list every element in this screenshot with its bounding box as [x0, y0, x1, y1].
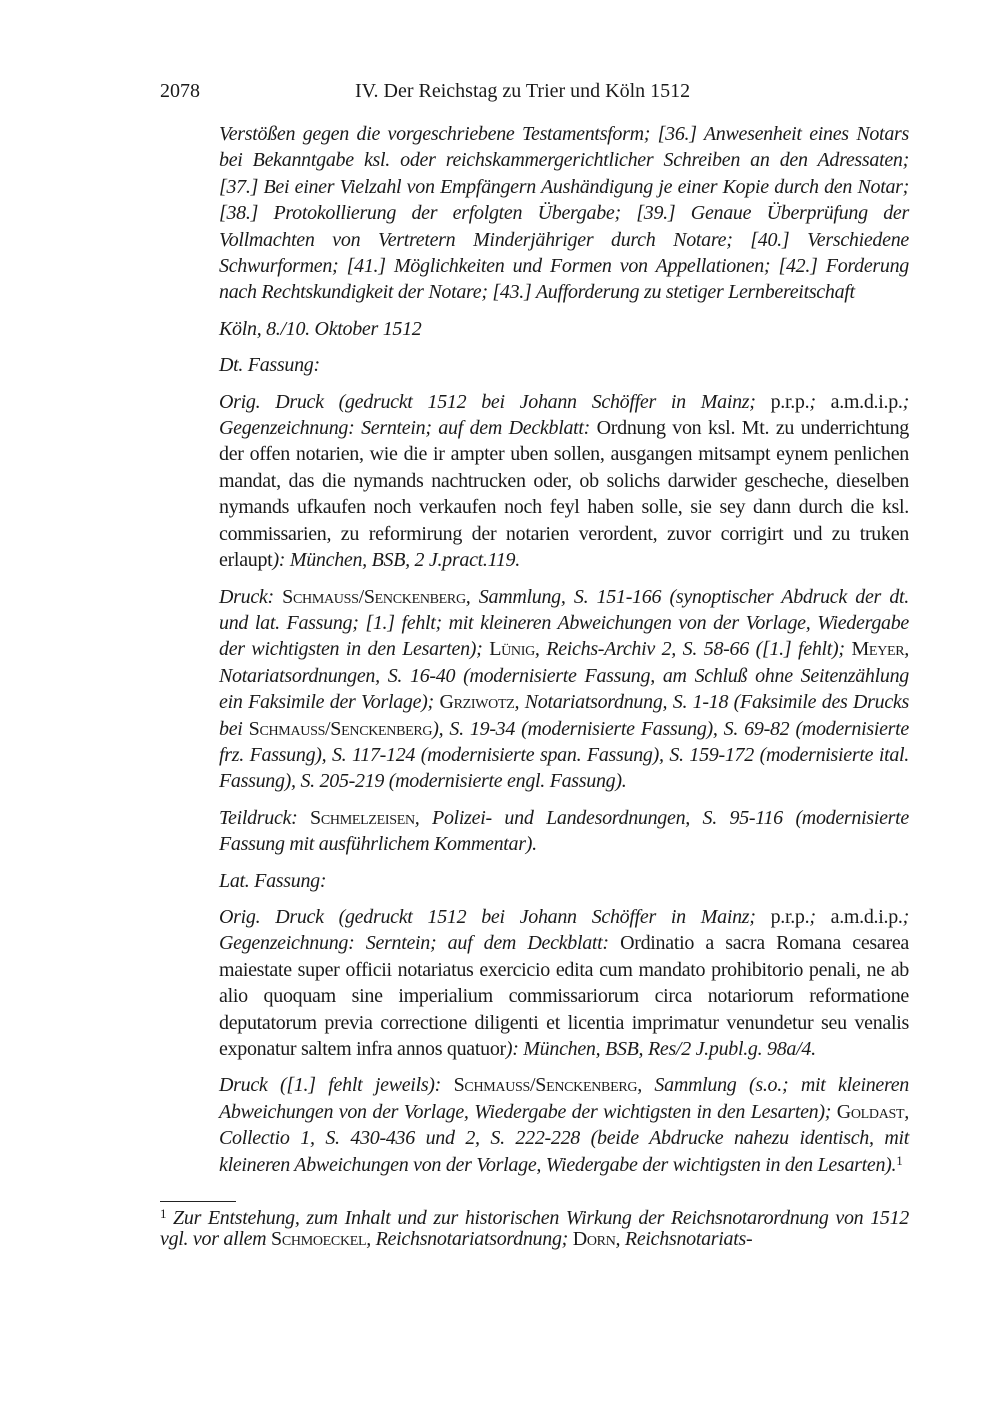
paragraph — [219, 805, 909, 858]
paragraph — [219, 316, 909, 342]
text-segment: ): München, BSB, Res/2 J.publ.g. 98a/4. — [505, 1038, 816, 1060]
text-segment: Orig. Druck (gedruckt 1512 bei Johann Schöffer in Mainz; — [219, 390, 771, 413]
footnote-marker: 1 — [160, 1206, 167, 1221]
text-segment: , Reichs-Archiv 2, S. 58-66 ([1.] fehlt); — [534, 638, 852, 661]
text-segment: p.r.p. — [770, 390, 810, 413]
text-segment: Dorn — [572, 1228, 616, 1250]
text-segment: Schmelzeisen — [310, 806, 415, 829]
text-segment: Teildruck: — [219, 806, 311, 829]
text-segment: , Sammlung, S. 151-166 (synoptischer Abdruck der dt. und lat. Fassung; [1.] fehlt; mit kleineren Abweichungen von der Vorlage, Wiedergabe der wichtigsten in den Lesarten); — [219, 585, 909, 661]
text-segment: Lünig — [489, 638, 535, 661]
text-segment: Ordinatio a sacra Romana cesarea maiestate super officii notariatus exercicio edita cum mandato prohibitorio penali, ne ab alio quoquam sine imperialium commissariorum circa notariorum reformatione deputatorum previa correctione diligenti et licentia imprimatur venundetur seu venalis exponatur saltem infra annos quatuor — [219, 932, 910, 1060]
paragraph — [219, 121, 909, 306]
text-segment: Dt. Fassung: — [219, 354, 320, 377]
text-segment: Druck: — [219, 585, 283, 608]
page-number: 2078 — [160, 80, 200, 102]
footnote-marker: 1 — [896, 1152, 903, 1168]
text-segment: , Polizei- und Landesordnungen, S. 95-116 (modernisierte Fassung mit ausführlichem Kommentar). — [219, 806, 909, 856]
text-segment: Druck ([1.] fehlt jeweils): — [219, 1074, 454, 1097]
text-segment: Meyer — [851, 638, 905, 661]
text-segment: Schmauss/Senckenberg — [248, 717, 433, 740]
text-segment: ; Gegenzeichnung: Serntein; auf dem Deckblatt: — [219, 905, 909, 955]
text-segment: ; — [809, 905, 831, 928]
running-header — [160, 80, 909, 108]
paragraph — [219, 584, 909, 795]
footnote-rule — [160, 1201, 236, 1202]
paragraph — [219, 904, 909, 1062]
text-segment: ; Gegenzeichnung: Serntein; auf dem Deckblatt: — [219, 390, 909, 440]
footnote — [160, 1208, 909, 1250]
paragraph — [219, 1072, 909, 1178]
text-segment: p.r.p. — [770, 905, 810, 928]
text-segment: Schmauss/Senckenberg — [453, 1074, 638, 1097]
text-segment: Verstößen gegen die vorgeschriebene Testamentsform; [36.] Anwesenheit eines Notars bei Bekanntgabe ksl. oder reichskammergerichtlicher Schreiben an den Adressaten; [37.] Bei einer Vielzahl von Empfängern Aushändigung je einer Kopie durch den Notar; [38.] Protokollierung der erfolgten Übergabe; [39.] Genaue Überprüfung der Vollmachten von Vertretern Minderjähriger durch Notare; [40.] Verschiedene Schwurformen; [41.] Möglichkeiten und Formen von Appellationen; [42.] Forderung nach Rechtskundigkeit der Notare; [43.] Aufforderung zu stetiger Lernbereitschaft — [219, 123, 909, 304]
text-segment: , Notariatsordnung, S. 1-18 (Faksimile des Drucks bei — [219, 691, 909, 740]
main-text — [219, 121, 909, 1188]
text-segment: ; — [809, 390, 831, 413]
text-segment: Goldast — [836, 1100, 905, 1123]
text-segment: Schmoeckel — [271, 1228, 367, 1250]
text-segment: , Collectio 1, S. 430-436 und 2, S. 222-228 (beide Abdrucke nahezu identisch, mit kleineren Abweichungen von der Vorlage, Wiedergabe der wichtigsten in den Lesarten). — [219, 1100, 909, 1176]
text-segment: ), S. 19-34 (modernisierte Fassung), S. 69-82 (modernisierte frz. Fassung), S. 117-124 (modernisierte span. Fassung), S. 159-172 (modernisierte ital. Fassung), S. 205-219 (modernisierte engl. Fassung). — [219, 717, 909, 793]
text-segment: Zur Entstehung, zum Inhalt und zur historischen Wirkung der Reichsnotarordnung von 1512 vgl. vor allem — [160, 1207, 909, 1250]
text-segment: Grziwotz — [439, 691, 515, 714]
text-segment: , Reichsnotariats- — [615, 1228, 753, 1250]
text-segment: , Sammlung (s.o.; mit kleineren Abweichungen von der Vorlage, Wiedergabe der wichtigsten in den Lesarten); — [219, 1074, 909, 1123]
text-segment: Lat. Fassung: — [219, 869, 327, 892]
running-title: IV. Der Reichstag zu Trier und Köln 1512 — [355, 80, 691, 102]
text-segment: , Notariatsordnungen, S. 16-40 (modernisierte Fassung, am Schluß ohne Seitenzählung ein Faksimile der Vorlage); — [219, 638, 909, 714]
paragraph — [219, 352, 909, 378]
paragraph — [219, 389, 909, 574]
text-segment: Köln, 8./10. Oktober 1512 — [219, 317, 422, 340]
text-segment: Ordnung von ksl. Mt. zu underrichtung der offen notarien, wie die ir ampter uben sollen, ausgangen mitsampt eynem penlichen mandat, das die nymands nachtrucken oder, ob solichs darwider gescheche, dieselben nymands ufkaufen noch verkaufen noch feyl haben solle, sie sey dann durch die ksl. commissarien, zu reformirung der notarien verordent, zuvor corrigirt und zu truken erlaupt — [219, 417, 910, 572]
text-segment: a.m.d.i.p. — [830, 905, 903, 928]
text-segment: Orig. Druck (gedruckt 1512 bei Johann Schöffer in Mainz; — [219, 905, 771, 928]
paragraph — [219, 868, 909, 894]
text-segment: Schmauss/Senckenberg — [282, 585, 466, 608]
text-segment: , Reichsnotariatsordnung; — [366, 1228, 573, 1250]
text-segment: a.m.d.i.p. — [830, 390, 903, 413]
text-segment: ): München, BSB, 2 J.pract.119. — [272, 549, 520, 572]
